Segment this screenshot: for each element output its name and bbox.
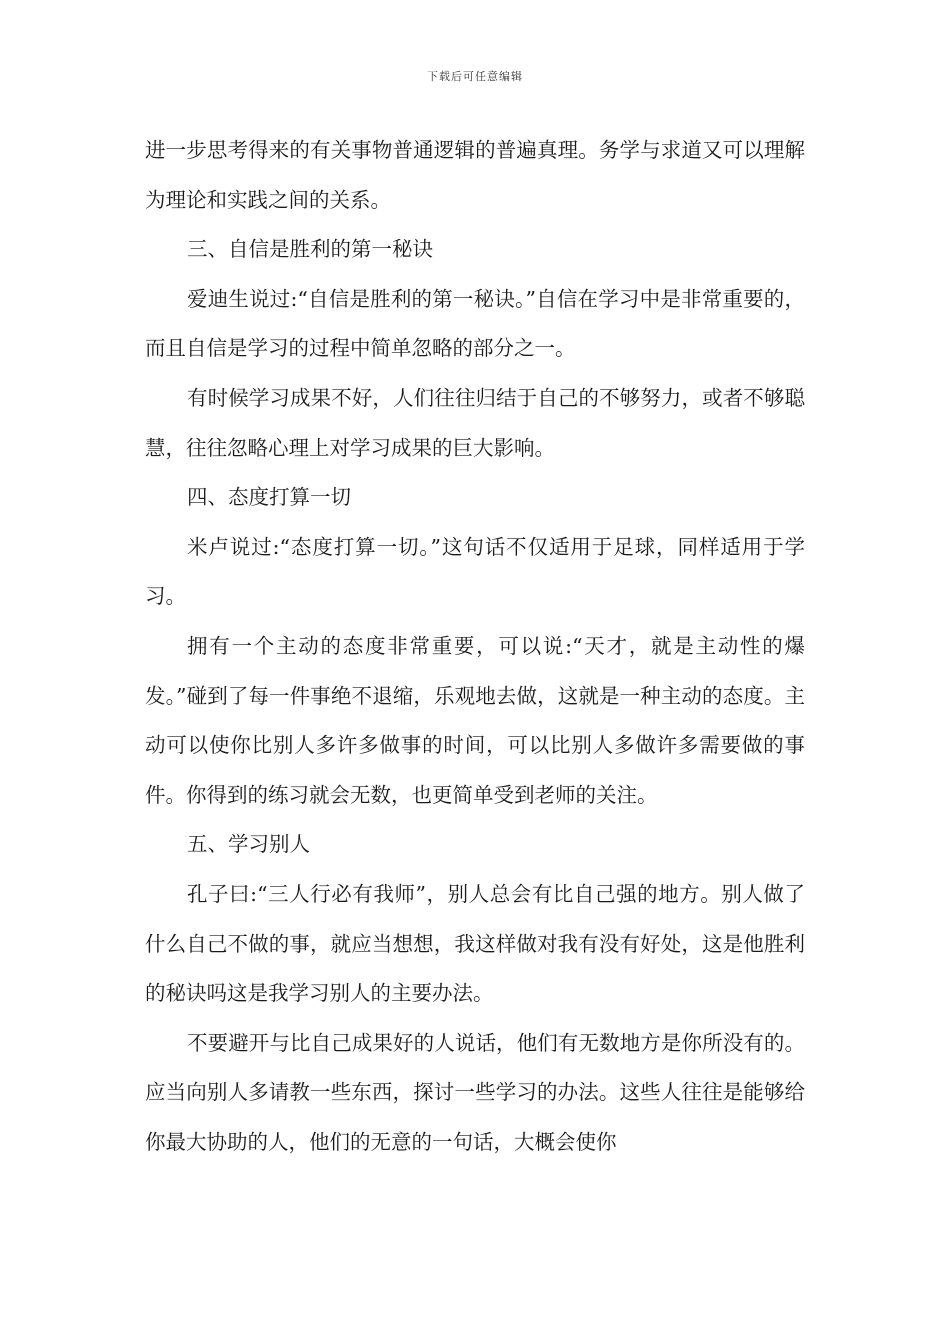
section-heading: 五、学习别人 <box>187 832 310 857</box>
paragraph: 爱迪生说过:“自信是胜利的第一秘诀。”自信在学习中是非常重要的，而且自信是学习的过程中简单忽略的部分之一。 <box>145 286 805 361</box>
paragraph: 进一步思考得来的有关事物普通逻辑的普遍真理。务学与求道又可以理解为理论和实践之间的关系。 <box>145 138 805 212</box>
document-body <box>145 126 805 1167</box>
page-header: 下载后可任意编辑 <box>427 70 523 83</box>
paragraph: 不要避开与比自己成果好的人说话，他们有无数地方是你所没有的。应当向别人多请教一些东西，探讨一些学习的办法。这些人往往是能够给你最大协助的人，他们的无意的一句话，大概会使你 <box>145 1030 805 1154</box>
paragraph: 有时候学习成果不好，人们往往归结于自己的不够努力，或者不够聪慧，往往忽略心理上对学习成果的巨大影响。 <box>145 385 805 460</box>
paragraph: 米卢说过:“态度打算一切。”这句话不仅适用于足球，同样适用于学习。 <box>145 534 805 609</box>
section-heading: 四、态度打算一切 <box>187 485 351 510</box>
section-heading: 三、自信是胜利的第一秘诀 <box>187 237 433 262</box>
paragraph: 孔子曰:“三人行必有我师”，别人总会有比自己强的地方。别人做了什么自己不做的事，就应当想想，我这样做对我有没有好处，这是他胜利的秘诀吗这是我学习别人的主要办法。 <box>145 881 805 1006</box>
paragraph: 拥有一个主动的态度非常重要，可以说:“天才，就是主动性的爆发。”碰到了每一件事绝不退缩，乐观地去做，这就是一种主动的态度。主动可以使你比别人多许多做事的时间，可以比别人多做许多需要做的事件。你得到的练习就会无数，也更简单受到老师的关注。 <box>145 633 805 807</box>
